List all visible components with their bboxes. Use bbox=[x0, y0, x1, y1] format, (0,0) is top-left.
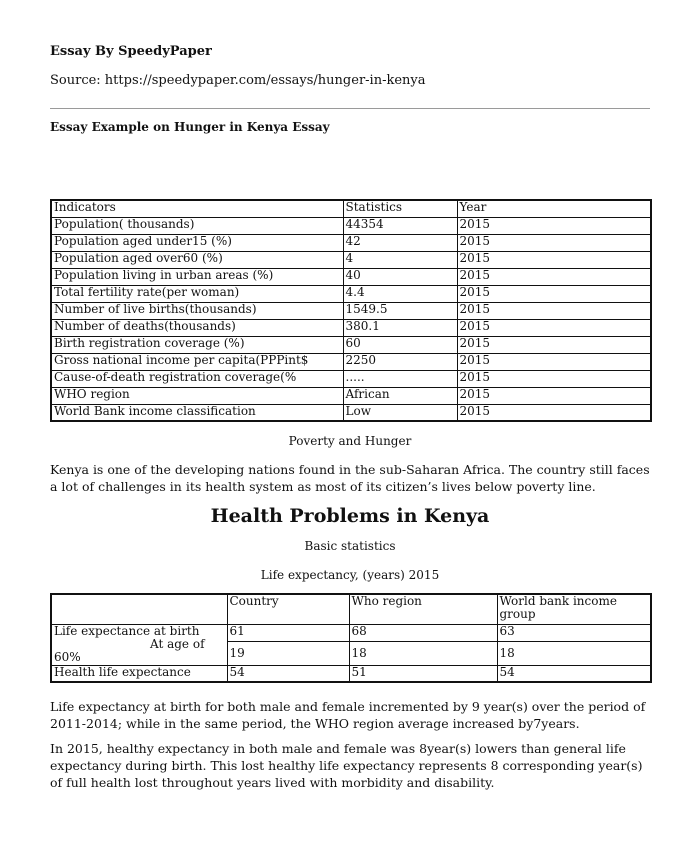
table-cell: 54 bbox=[497, 665, 651, 682]
table-cell: Population aged over60 (%) bbox=[51, 251, 343, 268]
header-divider bbox=[50, 108, 650, 109]
table-row bbox=[51, 268, 651, 285]
table-cell: Gross national income per capita(PPPint$ bbox=[51, 353, 343, 370]
header-cell: Year bbox=[457, 200, 651, 217]
table-cell: Number of live births(thousands) bbox=[51, 302, 343, 319]
table-cell: 2015 bbox=[457, 302, 651, 319]
table-cell: 2015 bbox=[457, 387, 651, 404]
table-cell: 2015 bbox=[457, 319, 651, 336]
table-row bbox=[51, 302, 651, 319]
table-cell: Population( thousands) bbox=[51, 217, 343, 234]
table-row bbox=[51, 353, 651, 370]
table-cell: 2015 bbox=[457, 404, 651, 421]
table-cell: 2015 bbox=[457, 353, 651, 370]
table-cell: 2015 bbox=[457, 217, 651, 234]
header-cell bbox=[51, 594, 227, 624]
table-cell: 2015 bbox=[457, 336, 651, 353]
table-cell: 2015 bbox=[457, 285, 651, 302]
subheading-basic-statistics: Basic statistics bbox=[304, 539, 396, 553]
table-cell: 4 bbox=[343, 251, 457, 268]
table-row bbox=[51, 387, 651, 404]
section-heading: Health Problems in Kenya bbox=[210, 505, 490, 527]
table-cell: 380.1 bbox=[343, 319, 457, 336]
table-cell: Low bbox=[343, 404, 457, 421]
table-row bbox=[51, 251, 651, 268]
table-cell: 40 bbox=[343, 268, 457, 285]
row-label-birth: Life expectance at birth bbox=[54, 624, 200, 638]
table-row bbox=[51, 217, 651, 234]
table-cell: 2250 bbox=[343, 353, 457, 370]
table-row bbox=[51, 404, 651, 421]
essay-title: Essay Example on Hunger in Kenya Essay bbox=[50, 120, 330, 134]
table-caption: Poverty and Hunger bbox=[288, 434, 412, 448]
table-cell: 1549.5 bbox=[343, 302, 457, 319]
table-cell: Population aged under15 (%) bbox=[51, 234, 343, 251]
table-cell: 18 bbox=[349, 641, 497, 665]
header-cell: Who region bbox=[349, 594, 497, 624]
life-table-row bbox=[51, 624, 651, 641]
table-row bbox=[51, 370, 651, 387]
table-cell: 18 bbox=[497, 641, 651, 665]
indicators-header-row bbox=[51, 200, 651, 217]
table-cell: WHO region bbox=[51, 387, 343, 404]
subheading-life-expectancy: Life expectancy, (years) 2015 bbox=[260, 568, 440, 582]
table-cell: Birth registration coverage (%) bbox=[51, 336, 343, 353]
table-cell: Cause-of-death registration coverage(% bbox=[51, 370, 343, 387]
table-cell: Total fertility rate(per woman) bbox=[51, 285, 343, 302]
table-cell: African bbox=[343, 387, 457, 404]
table-cell: 51 bbox=[349, 665, 497, 682]
paragraph-healthy-expectancy: In 2015, healthy expectancy in both male and female was 8year(s) lowers than general life expectancy during birth. This lost healthy life expectancy represents 8 corresponding year(s) of full health lost throughout years lived with morbidity and disability. bbox=[50, 741, 643, 790]
table-cell: 42 bbox=[343, 234, 457, 251]
table-cell: Population living in urban areas (%) bbox=[51, 268, 343, 285]
table-cell: Number of deaths(thousands) bbox=[51, 319, 343, 336]
row-label-age60-unit: 60% bbox=[54, 649, 81, 664]
brand-title: Essay By SpeedyPaper bbox=[50, 44, 212, 59]
table-cell: 63 bbox=[497, 624, 651, 641]
header-cell: Country bbox=[227, 594, 349, 624]
table-cell: 2015 bbox=[457, 268, 651, 285]
row-label-age60: At age of bbox=[150, 636, 205, 651]
life-table-row bbox=[51, 665, 651, 682]
table-cell: ..... bbox=[343, 370, 457, 387]
table-cell: 44354 bbox=[343, 217, 457, 234]
source-line: Source: https://speedypaper.com/essays/hunger-in-kenya bbox=[50, 73, 426, 88]
table-cell: 2015 bbox=[457, 251, 651, 268]
header-cell: Indicators bbox=[51, 200, 343, 217]
life-table-header-row bbox=[51, 594, 651, 624]
table-cell: 4.4 bbox=[343, 285, 457, 302]
table-cell: 19 bbox=[227, 641, 349, 665]
paragraph-life-expectancy: Life expectancy at birth for both male and female incremented by 9 year(s) over the period of 2011-2014; while in the same period, the WHO region average increased by7years. bbox=[50, 699, 646, 731]
table-row bbox=[51, 319, 651, 336]
table-cell: 61 bbox=[227, 624, 349, 641]
header-cell: Statistics bbox=[343, 200, 457, 217]
table-cell: World Bank income classification bbox=[51, 404, 343, 421]
table-cell: 54 bbox=[227, 665, 349, 682]
table-cell: 60 bbox=[343, 336, 457, 353]
header-cell: World bank income group bbox=[497, 594, 651, 624]
life-expectancy-table bbox=[50, 593, 652, 683]
table-cell: 2015 bbox=[457, 370, 651, 387]
indicators-table bbox=[50, 199, 652, 422]
table-row bbox=[51, 336, 651, 353]
table-cell: 68 bbox=[349, 624, 497, 641]
table-row bbox=[51, 285, 651, 302]
table-row bbox=[51, 234, 651, 251]
row-label-cell bbox=[51, 624, 227, 665]
paragraph-intro: Kenya is one of the developing nations found in the sub-Saharan Africa. The country still faces a lot of challenges in its health system as most of its citizen’s lives below poverty line. bbox=[50, 462, 650, 494]
table-cell: 2015 bbox=[457, 234, 651, 251]
table-cell: Health life expectance bbox=[51, 665, 227, 682]
